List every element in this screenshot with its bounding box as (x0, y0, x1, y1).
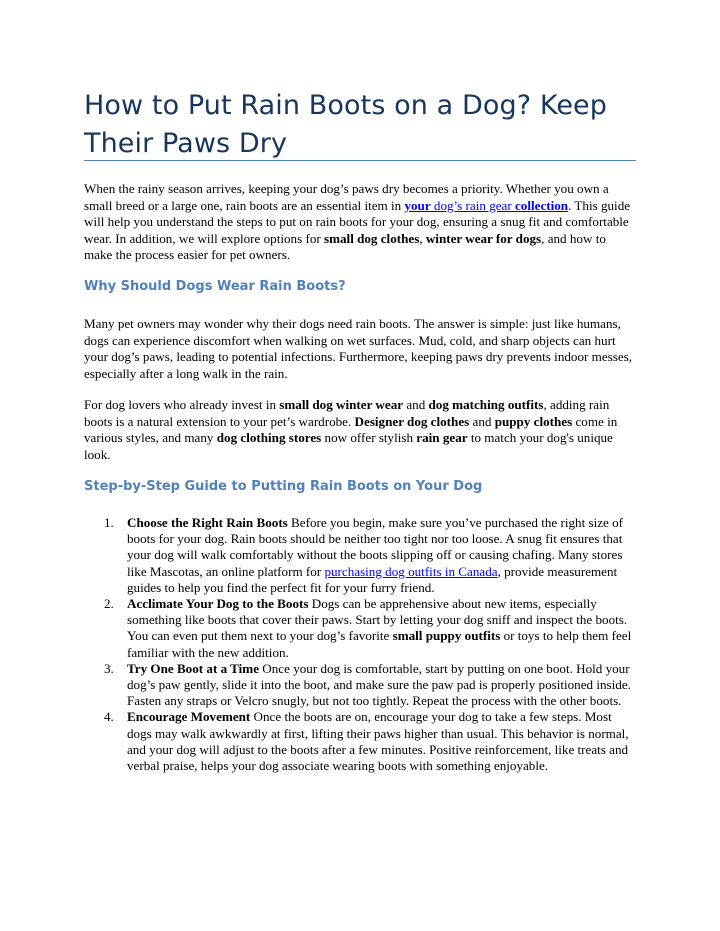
p2-bold-6: rain gear (416, 430, 468, 446)
p2-text-1: For dog lovers who already invest in (84, 397, 280, 412)
step-text-2: , provide measurement guides to help you find the perfect fit for your furry friend. (127, 563, 618, 595)
p2-text-6: now offer stylish (321, 430, 417, 446)
why-paragraph-2 (84, 397, 636, 463)
intro-bold-1: small dog clothes (324, 230, 420, 246)
p2-bold-2: dog matching outfits (428, 397, 544, 412)
step-text: Dogs can be apprehensive about new items, especially something like boots that cover their paws. Start by letting your dog sniff and inspect the boots. You can even put them next to your dog’s favorite (127, 596, 628, 644)
p2-text-7: to match your dog's unique look. (84, 430, 613, 462)
rain-gear-collection-link[interactable] (404, 198, 568, 213)
intro-text-4: , and how to make the process easier for pet owners. (84, 230, 606, 263)
p2-bold-1: small dog winter wear (279, 397, 404, 412)
p2-bold-4: puppy clothes (494, 413, 573, 429)
p2-text-2: and (403, 397, 429, 412)
section-heading-guide: Step-by-Step Guide to Putting Rain Boots on Your Dog (84, 479, 483, 494)
list-item-step-4 (84, 709, 636, 774)
step-title: Encourage Movement (127, 709, 251, 725)
step-text-2: or toys to help them feel familiar with the new addition. (127, 628, 632, 660)
step-title: Try One Boot at a Time (127, 660, 260, 676)
p2-bold-3: Designer dog clothes (354, 413, 470, 429)
purchasing-dog-outfits-link[interactable]: purchasing dog outfits in Canada (324, 563, 498, 579)
step-bold: small puppy outfits (392, 628, 501, 644)
steps-list (84, 515, 636, 774)
list-item-step-2 (84, 596, 636, 661)
step-title: Choose the Right Rain Boots (127, 515, 288, 530)
step-title: Acclimate Your Dog to the Boots (127, 596, 309, 612)
link-bold-collection: collection (515, 197, 569, 213)
step-text: Before you begin, make sure you’ve purchased the right size of boots for your dog. Rain boots should be neither too tight nor too loose. A snug fit ensures that your dog will walk comfortably without the boots slipping off or causing chafing. Many stores like Mascotas, an online platform for (127, 515, 624, 579)
step-number: 3. (104, 660, 114, 676)
intro-text-2: . This guide will help you understand the steps to put on rain boots for your dog, ensuring a snug fit and comfortable wear. In addition, we will explore options for (84, 197, 631, 246)
intro-text-1: When the rainy season arrives, keeping your dog’s paws dry becomes a priority. Whether you own a small breed or a large one, rain boots are an essential item in (84, 181, 609, 213)
step-text: Once the boots are on, encourage your dog to take a few steps. Most dogs may walk awkwardly at first, lifting their paws higher than usual. This behavior is normal, and your dog will adjust to the boots after a few minutes. Positive reinforcement, like treats and verbal praise, helps your dog associate wearing boots with something enjoyable. (127, 709, 629, 774)
p2-text-5: come in various styles, and many (84, 413, 618, 446)
step-number: 2. (104, 596, 114, 612)
step-number: 4. (104, 709, 114, 725)
p2-text-3: , adding rain boots is a natural extension to your pet’s wardrobe. (84, 397, 610, 429)
p2-text-4: and (469, 413, 495, 429)
link-text: dog’s rain gear (430, 197, 515, 213)
intro-paragraph (84, 181, 636, 264)
page-title: How to Put Rain Boots on a Dog? Keep Their Paws Dry (84, 90, 607, 159)
title-underline-rule (84, 160, 636, 161)
link-bold-your: your (404, 197, 431, 213)
list-item-step-1 (84, 515, 636, 596)
intro-bold-2: winter wear for dogs (425, 230, 542, 246)
section-heading-why: Why Should Dogs Wear Rain Boots? (84, 279, 346, 294)
p2-bold-5: dog clothing stores (216, 430, 322, 446)
intro-text-3: , (419, 230, 426, 246)
step-text: Once your dog is comfortable, start by putting on one boot. Hold your dog’s paw gently, slide it into the boot, and make sure the paw pad is properly positioned inside. Fasten any straps or Velcro snugly, but not too tightly. Repeat the process with the other boots. (127, 660, 631, 709)
why-paragraph-1: Many pet owners may wonder why their dogs need rain boots. The answer is simple: just like humans, dogs can experience discomfort when walking on wet surfaces. Mud, cold, and sharp objects can hurt your dog’s paws, leading to potential infections. Furthermore, keeping paws dry prevents indoor messes, especially after a long walk in the rain. (84, 316, 633, 381)
step-number: 1. (104, 515, 114, 530)
list-item-step-3 (84, 661, 636, 710)
